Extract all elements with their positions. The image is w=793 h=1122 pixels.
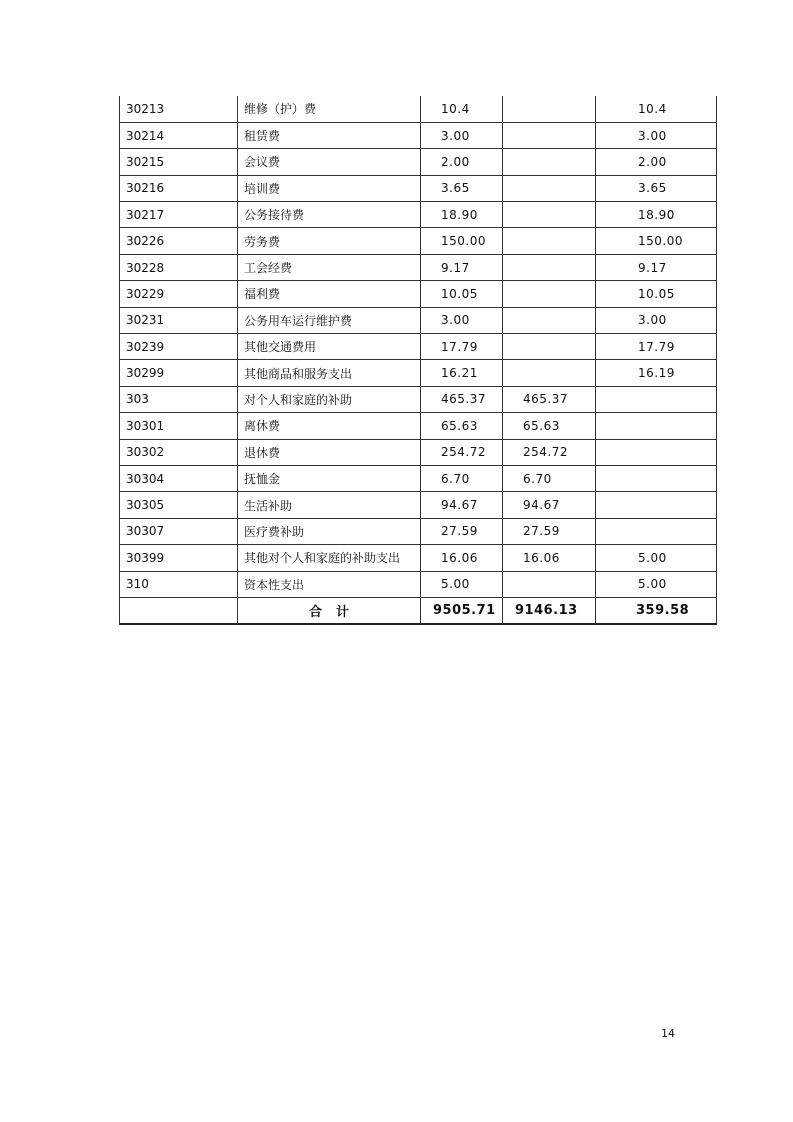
name-cell: 退休费 [238, 439, 421, 465]
code-cell: 30231 [120, 307, 238, 333]
basic-cell [503, 149, 596, 175]
project-cell: 17.79 [596, 334, 717, 360]
total-cell: 94.67 [421, 492, 503, 518]
basic-cell [503, 175, 596, 201]
name-cell: 生活补助 [238, 492, 421, 518]
table-row [120, 254, 717, 280]
table-row [120, 96, 717, 122]
total-cell: 27.59 [421, 518, 503, 544]
basic-cell: 65.63 [503, 413, 596, 439]
table-row [120, 413, 717, 439]
name-cell: 培训费 [238, 175, 421, 201]
name-cell: 福利费 [238, 281, 421, 307]
table-row [120, 122, 717, 148]
table-row [120, 465, 717, 491]
basic-cell [503, 571, 596, 597]
project-cell: 2.00 [596, 149, 717, 175]
basic-cell: 254.72 [503, 439, 596, 465]
basic-total-cell: 9146.13 [503, 597, 596, 623]
table-row [120, 518, 717, 544]
total-label-cell: 合计 [238, 597, 421, 623]
total-cell: 65.63 [421, 413, 503, 439]
project-cell: 5.00 [596, 545, 717, 571]
code-cell: 30239 [120, 334, 238, 360]
total-code-cell [120, 597, 238, 623]
basic-cell: 94.67 [503, 492, 596, 518]
table-row [120, 175, 717, 201]
table-row [120, 439, 717, 465]
basic-cell [503, 307, 596, 333]
total-cell: 3.00 [421, 122, 503, 148]
code-cell: 30229 [120, 281, 238, 307]
project-cell: 9.17 [596, 254, 717, 280]
basic-cell: 6.70 [503, 465, 596, 491]
project-total-cell: 359.58 [596, 597, 717, 623]
basic-cell [503, 281, 596, 307]
name-cell: 公务接待费 [238, 202, 421, 228]
basic-cell [503, 96, 596, 122]
basic-cell [503, 360, 596, 386]
basic-cell: 16.06 [503, 545, 596, 571]
project-cell [596, 413, 717, 439]
table-row [120, 386, 717, 412]
code-cell: 30213 [120, 96, 238, 122]
total-cell: 17.79 [421, 334, 503, 360]
code-cell: 30299 [120, 360, 238, 386]
code-cell: 30307 [120, 518, 238, 544]
table-row [120, 281, 717, 307]
table-body [120, 96, 717, 624]
project-cell: 18.90 [596, 202, 717, 228]
project-cell [596, 492, 717, 518]
project-cell: 3.00 [596, 307, 717, 333]
name-cell: 劳务费 [238, 228, 421, 254]
project-cell: 10.4 [596, 96, 717, 122]
name-cell: 其他商品和服务支出 [238, 360, 421, 386]
total-cell: 2.00 [421, 149, 503, 175]
total-cell: 254.72 [421, 439, 503, 465]
code-cell: 30302 [120, 439, 238, 465]
project-cell: 10.05 [596, 281, 717, 307]
name-cell: 工会经费 [238, 254, 421, 280]
code-cell: 30305 [120, 492, 238, 518]
total-row [120, 597, 717, 623]
name-cell: 医疗费补助 [238, 518, 421, 544]
name-cell: 资本性支出 [238, 571, 421, 597]
name-cell: 其他对个人和家庭的补助支出 [238, 545, 421, 571]
name-cell: 对个人和家庭的补助 [238, 386, 421, 412]
project-cell [596, 386, 717, 412]
total-cell: 3.00 [421, 307, 503, 333]
basic-cell [503, 228, 596, 254]
name-cell: 租赁费 [238, 122, 421, 148]
name-cell: 抚恤金 [238, 465, 421, 491]
basic-cell [503, 122, 596, 148]
table-row [120, 149, 717, 175]
name-cell: 其他交通费用 [238, 334, 421, 360]
table-row [120, 202, 717, 228]
table-row [120, 360, 717, 386]
name-cell: 维修（护）费 [238, 96, 421, 122]
page-number: 14 [661, 1027, 675, 1040]
code-cell: 30215 [120, 149, 238, 175]
project-cell: 150.00 [596, 228, 717, 254]
total-cell: 10.05 [421, 281, 503, 307]
basic-cell [503, 202, 596, 228]
project-cell [596, 518, 717, 544]
table-row [120, 228, 717, 254]
project-cell [596, 439, 717, 465]
total-cell: 9.17 [421, 254, 503, 280]
total-cell: 465.37 [421, 386, 503, 412]
name-cell: 会议费 [238, 149, 421, 175]
grand-total-cell: 9505.71 [421, 597, 503, 623]
code-cell: 30304 [120, 465, 238, 491]
project-cell: 16.19 [596, 360, 717, 386]
total-cell: 5.00 [421, 571, 503, 597]
total-cell: 3.65 [421, 175, 503, 201]
total-cell: 6.70 [421, 465, 503, 491]
code-cell: 30217 [120, 202, 238, 228]
code-cell: 30226 [120, 228, 238, 254]
basic-cell: 27.59 [503, 518, 596, 544]
code-cell: 30399 [120, 545, 238, 571]
code-cell: 310 [120, 571, 238, 597]
table-row [120, 334, 717, 360]
project-cell: 3.65 [596, 175, 717, 201]
code-cell: 30301 [120, 413, 238, 439]
total-cell: 16.21 [421, 360, 503, 386]
code-cell: 30216 [120, 175, 238, 201]
code-cell: 30214 [120, 122, 238, 148]
table-row [120, 492, 717, 518]
project-cell: 5.00 [596, 571, 717, 597]
total-cell: 16.06 [421, 545, 503, 571]
name-cell: 离休费 [238, 413, 421, 439]
table-row [120, 307, 717, 333]
name-cell: 公务用车运行维护费 [238, 307, 421, 333]
basic-cell: 465.37 [503, 386, 596, 412]
total-cell: 18.90 [421, 202, 503, 228]
table-row [120, 571, 717, 597]
project-cell [596, 465, 717, 491]
code-cell: 30228 [120, 254, 238, 280]
basic-cell [503, 334, 596, 360]
project-cell: 3.00 [596, 122, 717, 148]
code-cell: 303 [120, 386, 238, 412]
total-cell: 150.00 [421, 228, 503, 254]
total-cell: 10.4 [421, 96, 503, 122]
budget-table [119, 96, 717, 625]
basic-cell [503, 254, 596, 280]
table-row [120, 545, 717, 571]
